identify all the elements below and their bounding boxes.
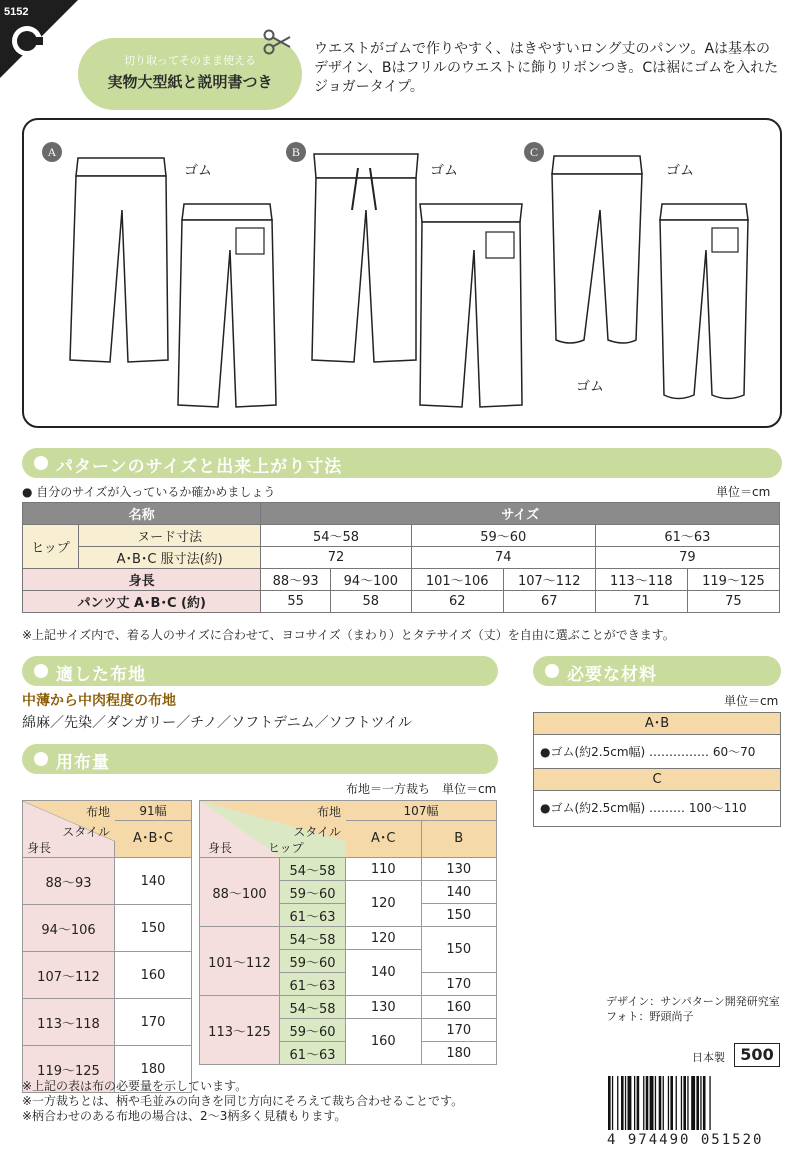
nude-label: ヌード寸法 — [79, 525, 261, 547]
t2-header-cell — [346, 801, 497, 858]
t2-col-ac: A･C — [346, 821, 422, 857]
nude-value: 59〜60 — [411, 525, 595, 547]
hem-elastic-label-c: ゴム — [576, 379, 604, 395]
pattern-badge-sub: 切り取ってそのまま使える — [124, 54, 256, 67]
t1-value: 140 — [115, 858, 192, 905]
t1-style-label: スタイル — [62, 825, 110, 839]
nude-value: 61〜63 — [595, 525, 779, 547]
t2-fabric-label: 布地 — [316, 805, 341, 819]
t2-b-value: 150 — [421, 927, 497, 973]
t2-b-value: 160 — [421, 996, 497, 1019]
bullet-dot-icon — [545, 664, 559, 678]
t1-width: 91幅 — [115, 801, 191, 821]
pants-length-value: 55 — [261, 591, 331, 613]
style-b-label: B — [286, 142, 306, 162]
t1-height: 113〜118 — [23, 999, 115, 1046]
nude-value: 54〜58 — [261, 525, 411, 547]
t1-fabric-label: 布地 — [85, 805, 110, 819]
materials-group-header: C — [534, 769, 780, 791]
credits — [606, 994, 780, 1024]
height-label: 身長 — [23, 569, 261, 591]
t2-hip-label: ヒップ — [268, 841, 304, 855]
materials-item: ●ゴム(約2.5cm幅) …………… 60〜70 — [534, 735, 780, 769]
footnote-line: ※柄合わせのある布地の場合は、2〜3柄多く見積もります。 — [22, 1109, 347, 1123]
t2-hip: 61〜63 — [280, 904, 346, 927]
brand-logo-icon — [10, 24, 44, 58]
t2-hip: 54〜58 — [280, 927, 346, 950]
pants-length-value: 75 — [687, 591, 779, 613]
t2-hip: 61〜63 — [280, 973, 346, 996]
t2-height-label: 身長 — [208, 841, 233, 855]
pants-c-back-illustration — [654, 200, 774, 420]
scissors-icon — [262, 28, 292, 56]
t1-value: 180 — [115, 1046, 192, 1093]
size-unit: 単位＝cm — [716, 485, 771, 499]
t2-corner-cell — [200, 801, 346, 858]
design-credit: デザイン：サンパターン開発研究室 — [606, 995, 780, 1008]
footnotes — [22, 1079, 463, 1124]
illustration-panel — [22, 118, 782, 428]
t2-ac-value: 120 — [346, 881, 422, 927]
t2-ac-value: 160 — [346, 1019, 422, 1065]
t2-hip: 54〜58 — [280, 858, 346, 881]
finished-value: 72 — [261, 547, 411, 569]
size-header-size: サイズ — [261, 503, 780, 525]
t1-value: 160 — [115, 952, 192, 999]
height-value: 119〜125 — [687, 569, 779, 591]
fabric-heading: 中薄から中肉程度の布地 — [22, 693, 176, 709]
hip-label: ヒップ — [23, 525, 79, 569]
t2-b-value: 150 — [421, 904, 497, 927]
t2-b-value: 140 — [421, 881, 497, 904]
t1-corner-cell — [23, 801, 115, 858]
t2-b-value: 170 — [421, 973, 497, 996]
pants-length-value: 62 — [411, 591, 503, 613]
t1-value: 170 — [115, 999, 192, 1046]
yardage-section-title: 用布量 — [56, 753, 110, 773]
t1-height: 107〜112 — [23, 952, 115, 999]
waist-elastic-label-a: ゴム — [184, 163, 212, 179]
waist-elastic-label-c: ゴム — [666, 163, 694, 179]
footnote-line: ※上記の表は布の必要量を示しています。 — [22, 1079, 248, 1093]
materials-item: ●ゴム(約2.5cm幅) ……… 100〜110 — [540, 801, 747, 815]
t2-ac-value: 140 — [346, 950, 422, 996]
size-section-title: パターンのサイズと出来上がり寸法 — [56, 457, 343, 477]
yardage-note: 布地＝一方裁ち 単位＝cm — [346, 782, 497, 796]
t2-height: 113〜125 — [200, 996, 280, 1065]
t1-header-cell — [115, 801, 192, 858]
bullet-dot-icon — [34, 456, 48, 470]
height-value: 94〜100 — [330, 569, 411, 591]
t2-b-value: 170 — [421, 1019, 497, 1042]
materials-table — [533, 712, 781, 827]
product-code: 5152 — [4, 6, 29, 18]
t2-style-label: スタイル — [293, 825, 341, 839]
barcode-number: 4 974490 051520 — [607, 1132, 764, 1148]
t1-height: 119〜125 — [23, 1046, 115, 1093]
t1-value: 150 — [115, 905, 192, 952]
finished-label: A･B･C 服寸法(約) — [79, 547, 261, 569]
t2-col-b: B — [454, 831, 464, 846]
t2-hip: 54〜58 — [280, 996, 346, 1019]
pants-length-value: 67 — [503, 591, 595, 613]
yardage-table-91 — [22, 800, 192, 1093]
photo-credit: フォト：野頭尚子 — [606, 1010, 694, 1023]
product-description: ウエストがゴムで作りやすく、はきやすいロング丈のパンツ。Aは基本のデザイン、Bはフリルのウエストに飾りリボンつき。Cは裾にゴムを入れたジョガータイプ。 — [314, 41, 779, 95]
fabric-section-header — [22, 656, 498, 686]
price-box: 500 — [734, 1043, 780, 1067]
height-value: 101〜106 — [411, 569, 503, 591]
t2-hip: 59〜60 — [280, 881, 346, 904]
style-a-label: A — [42, 142, 62, 162]
height-value: 113〜118 — [595, 569, 687, 591]
style-c-label: C — [524, 142, 544, 162]
barcode-icon — [604, 1076, 782, 1132]
t2-ac-value: 110 — [346, 858, 422, 881]
t2-b-value: 130 — [421, 858, 497, 881]
t1-height: 94〜106 — [23, 905, 115, 952]
t2-ac-value: 120 — [346, 927, 422, 950]
t2-hip: 61〜63 — [280, 1042, 346, 1065]
t2-b-value: 180 — [421, 1042, 497, 1065]
finished-value: 79 — [595, 547, 779, 569]
t2-hip: 59〜60 — [280, 1019, 346, 1042]
size-header-name: 名称 — [23, 503, 261, 525]
size-note-text: 自分のサイズが入っているか確かめましょう — [36, 485, 276, 499]
materials-section-title: 必要な材料 — [567, 665, 657, 685]
yardage-section-header — [22, 744, 498, 774]
fabric-section-title: 適した布地 — [56, 665, 146, 685]
pants-length-value: 58 — [330, 591, 411, 613]
footnote-line: ※一方裁ちとは、柄や毛並みの向きを同じ方向にそろえて裁ち合わせることです。 — [22, 1094, 464, 1108]
t2-height: 88〜100 — [200, 858, 280, 927]
size-footnote: ※上記サイズ内で、着る人のサイズに合わせて、ヨコサイズ（まわり）とタテサイズ（丈）を自由に選ぶことができます。 — [22, 628, 675, 642]
pattern-badge-main: 実物大型紙と説明書つき — [107, 73, 273, 91]
bullet-dot-icon — [34, 752, 48, 766]
pants-length-value: 71 — [595, 591, 687, 613]
yardage-table-107 — [199, 800, 497, 1065]
height-value: 107〜112 — [503, 569, 595, 591]
t2-width: 107幅 — [346, 801, 496, 821]
t2-ac-value: 130 — [346, 996, 422, 1019]
pants-b-back-illustration — [416, 200, 536, 420]
waist-elastic-label-b: ゴム — [430, 163, 458, 179]
size-note: ● 自分のサイズが入っているか確かめましょう — [22, 485, 276, 499]
pants-a-back-illustration — [174, 200, 294, 420]
bullet-dot-icon — [34, 664, 48, 678]
t1-style-col: A･B･C — [133, 831, 173, 846]
pants-length-label: パンツ丈 A･B･C (約) — [23, 591, 261, 613]
finished-value: 74 — [411, 547, 595, 569]
materials-section-header — [533, 656, 781, 686]
materials-group-header: A･B — [534, 713, 780, 735]
fabric-list: 綿麻／先染／ダンガリー／チノ／ソフトデニム／ソフトツイル — [22, 715, 412, 731]
size-table — [22, 502, 780, 613]
t1-height: 88〜93 — [23, 858, 115, 905]
t2-height: 101〜112 — [200, 927, 280, 996]
made-in-label: 日本製 — [692, 1051, 725, 1064]
size-section-header — [22, 448, 782, 478]
materials-unit: 単位＝cm — [724, 694, 779, 708]
t1-height-label: 身長 — [27, 841, 52, 855]
height-value: 88〜93 — [261, 569, 331, 591]
t2-hip: 59〜60 — [280, 950, 346, 973]
